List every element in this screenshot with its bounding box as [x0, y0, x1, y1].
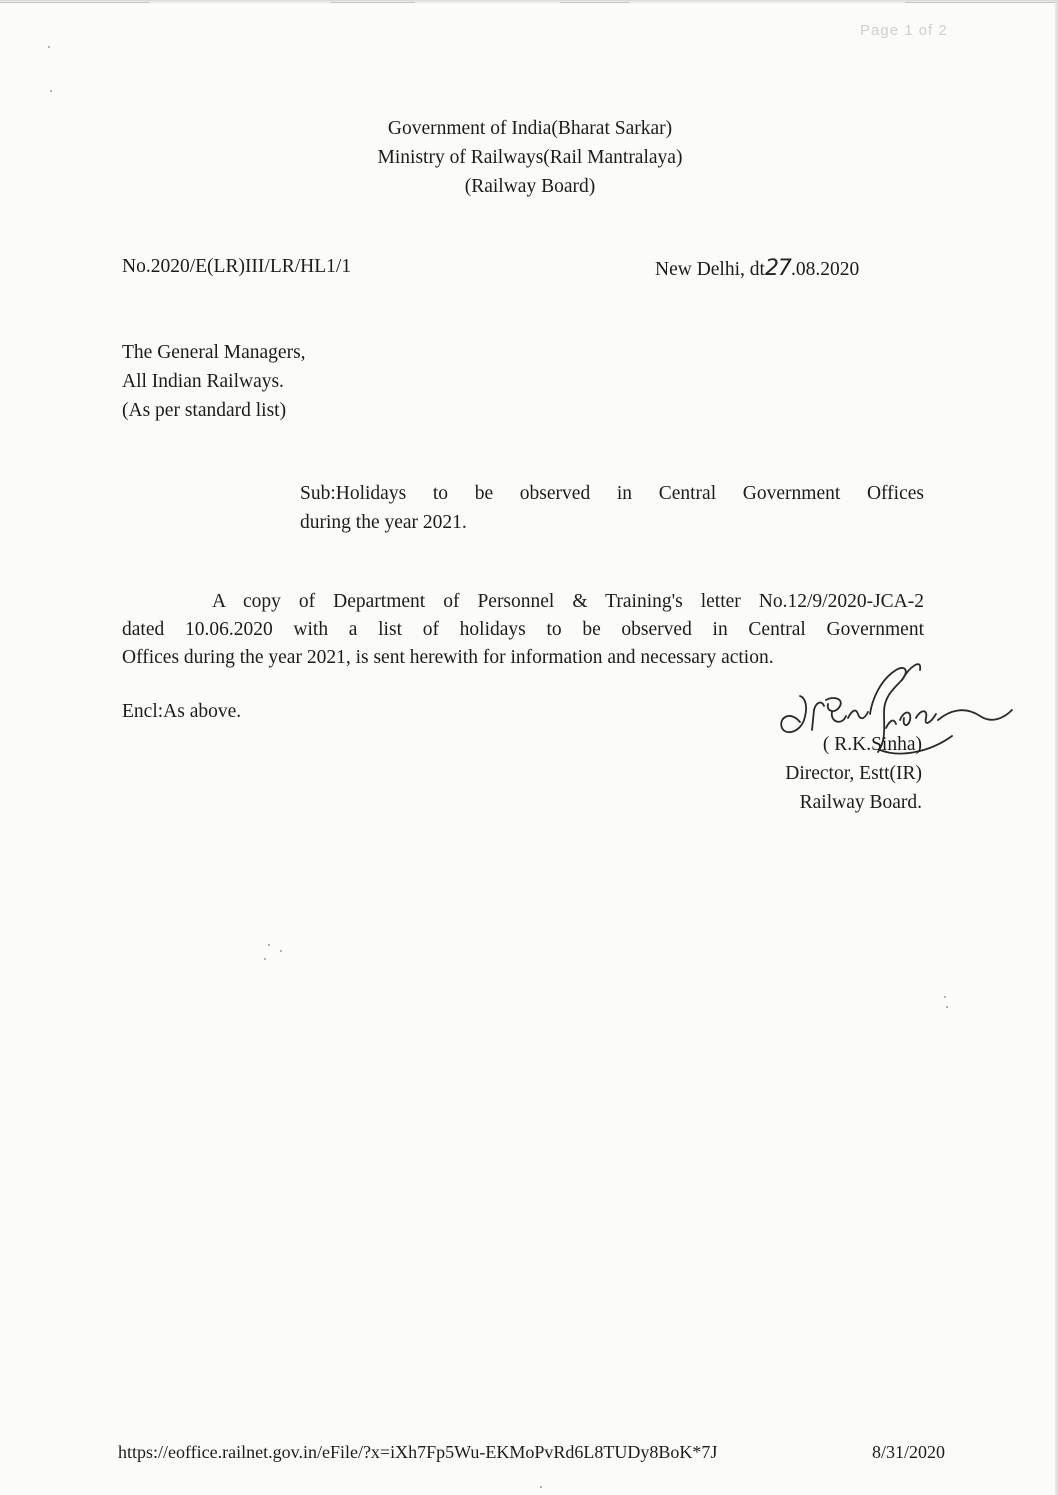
signatory-office: Railway Board.: [799, 792, 922, 813]
scan-speck: [944, 996, 946, 998]
scan-speck: [540, 1486, 542, 1488]
date-rest: .08.2020: [790, 259, 860, 280]
scan-speck: [264, 958, 266, 960]
scan-speck: [280, 950, 282, 952]
subject-line-2: during the year 2021.: [300, 512, 467, 533]
enclosure-note: Encl:As above.: [122, 701, 242, 722]
scan-speck: [48, 46, 50, 48]
handwritten-date-day: 27: [764, 256, 791, 281]
reference-number: No.2020/E(LR)III/LR/HL1/1: [122, 256, 352, 277]
body-line-2: dated 10.06.2020 with a list of holidays to be observed in Central Government: [122, 619, 924, 640]
date-prefix: New Delhi, dt: [655, 259, 765, 280]
scan-speck: [268, 944, 270, 946]
scan-artifact-line: [560, 2, 630, 3]
page-number-stamp: Page 1 of 2: [860, 22, 948, 39]
subject-line-1: Sub:Holidays to be observed in Central Government Offices: [300, 483, 924, 504]
signatory-block: [760, 730, 922, 817]
addressee-note: (As per standard list): [122, 400, 287, 421]
signatory-name: ( R.K.Sinha): [822, 734, 922, 755]
scan-artifact-line: [905, 2, 1055, 3]
scan-speck: [50, 90, 52, 92]
letterhead-ministry: Ministry of Railways(Rail Mantralaya): [377, 147, 683, 168]
letterhead-board: (Railway Board): [464, 176, 596, 197]
scan-artifact-line: [0, 2, 150, 3]
letterhead: [230, 114, 830, 201]
footer-url: https://eoffice.railnet.gov.in/eFile/?x=iXh7Fp5Wu-EKMoPvRd6L8TUDy8BoK*7J: [118, 1442, 718, 1462]
scan-artifact-line: [330, 2, 415, 3]
addressee-organisation: All Indian Railways.: [122, 371, 284, 392]
addressee-block: [122, 338, 306, 425]
signatory-designation: Director, Estt(IR): [785, 763, 922, 784]
body-line-1: A copy of Department of Personnel & Training's letter No.12/9/2020-JCA-2: [212, 591, 924, 612]
scan-top-edge: [0, 0, 1058, 4]
reference-date: [655, 256, 859, 281]
letterhead-government: Government of India(Bharat Sarkar): [387, 118, 673, 139]
body-line-3: Offices during the year 2021, is sent herewith for information and necessary action.: [122, 647, 774, 668]
scan-speck: [946, 1006, 948, 1008]
subject-block: [300, 479, 924, 537]
addressee-title: The General Managers,: [122, 342, 306, 363]
footer-date: 8/31/2020: [872, 1442, 946, 1462]
